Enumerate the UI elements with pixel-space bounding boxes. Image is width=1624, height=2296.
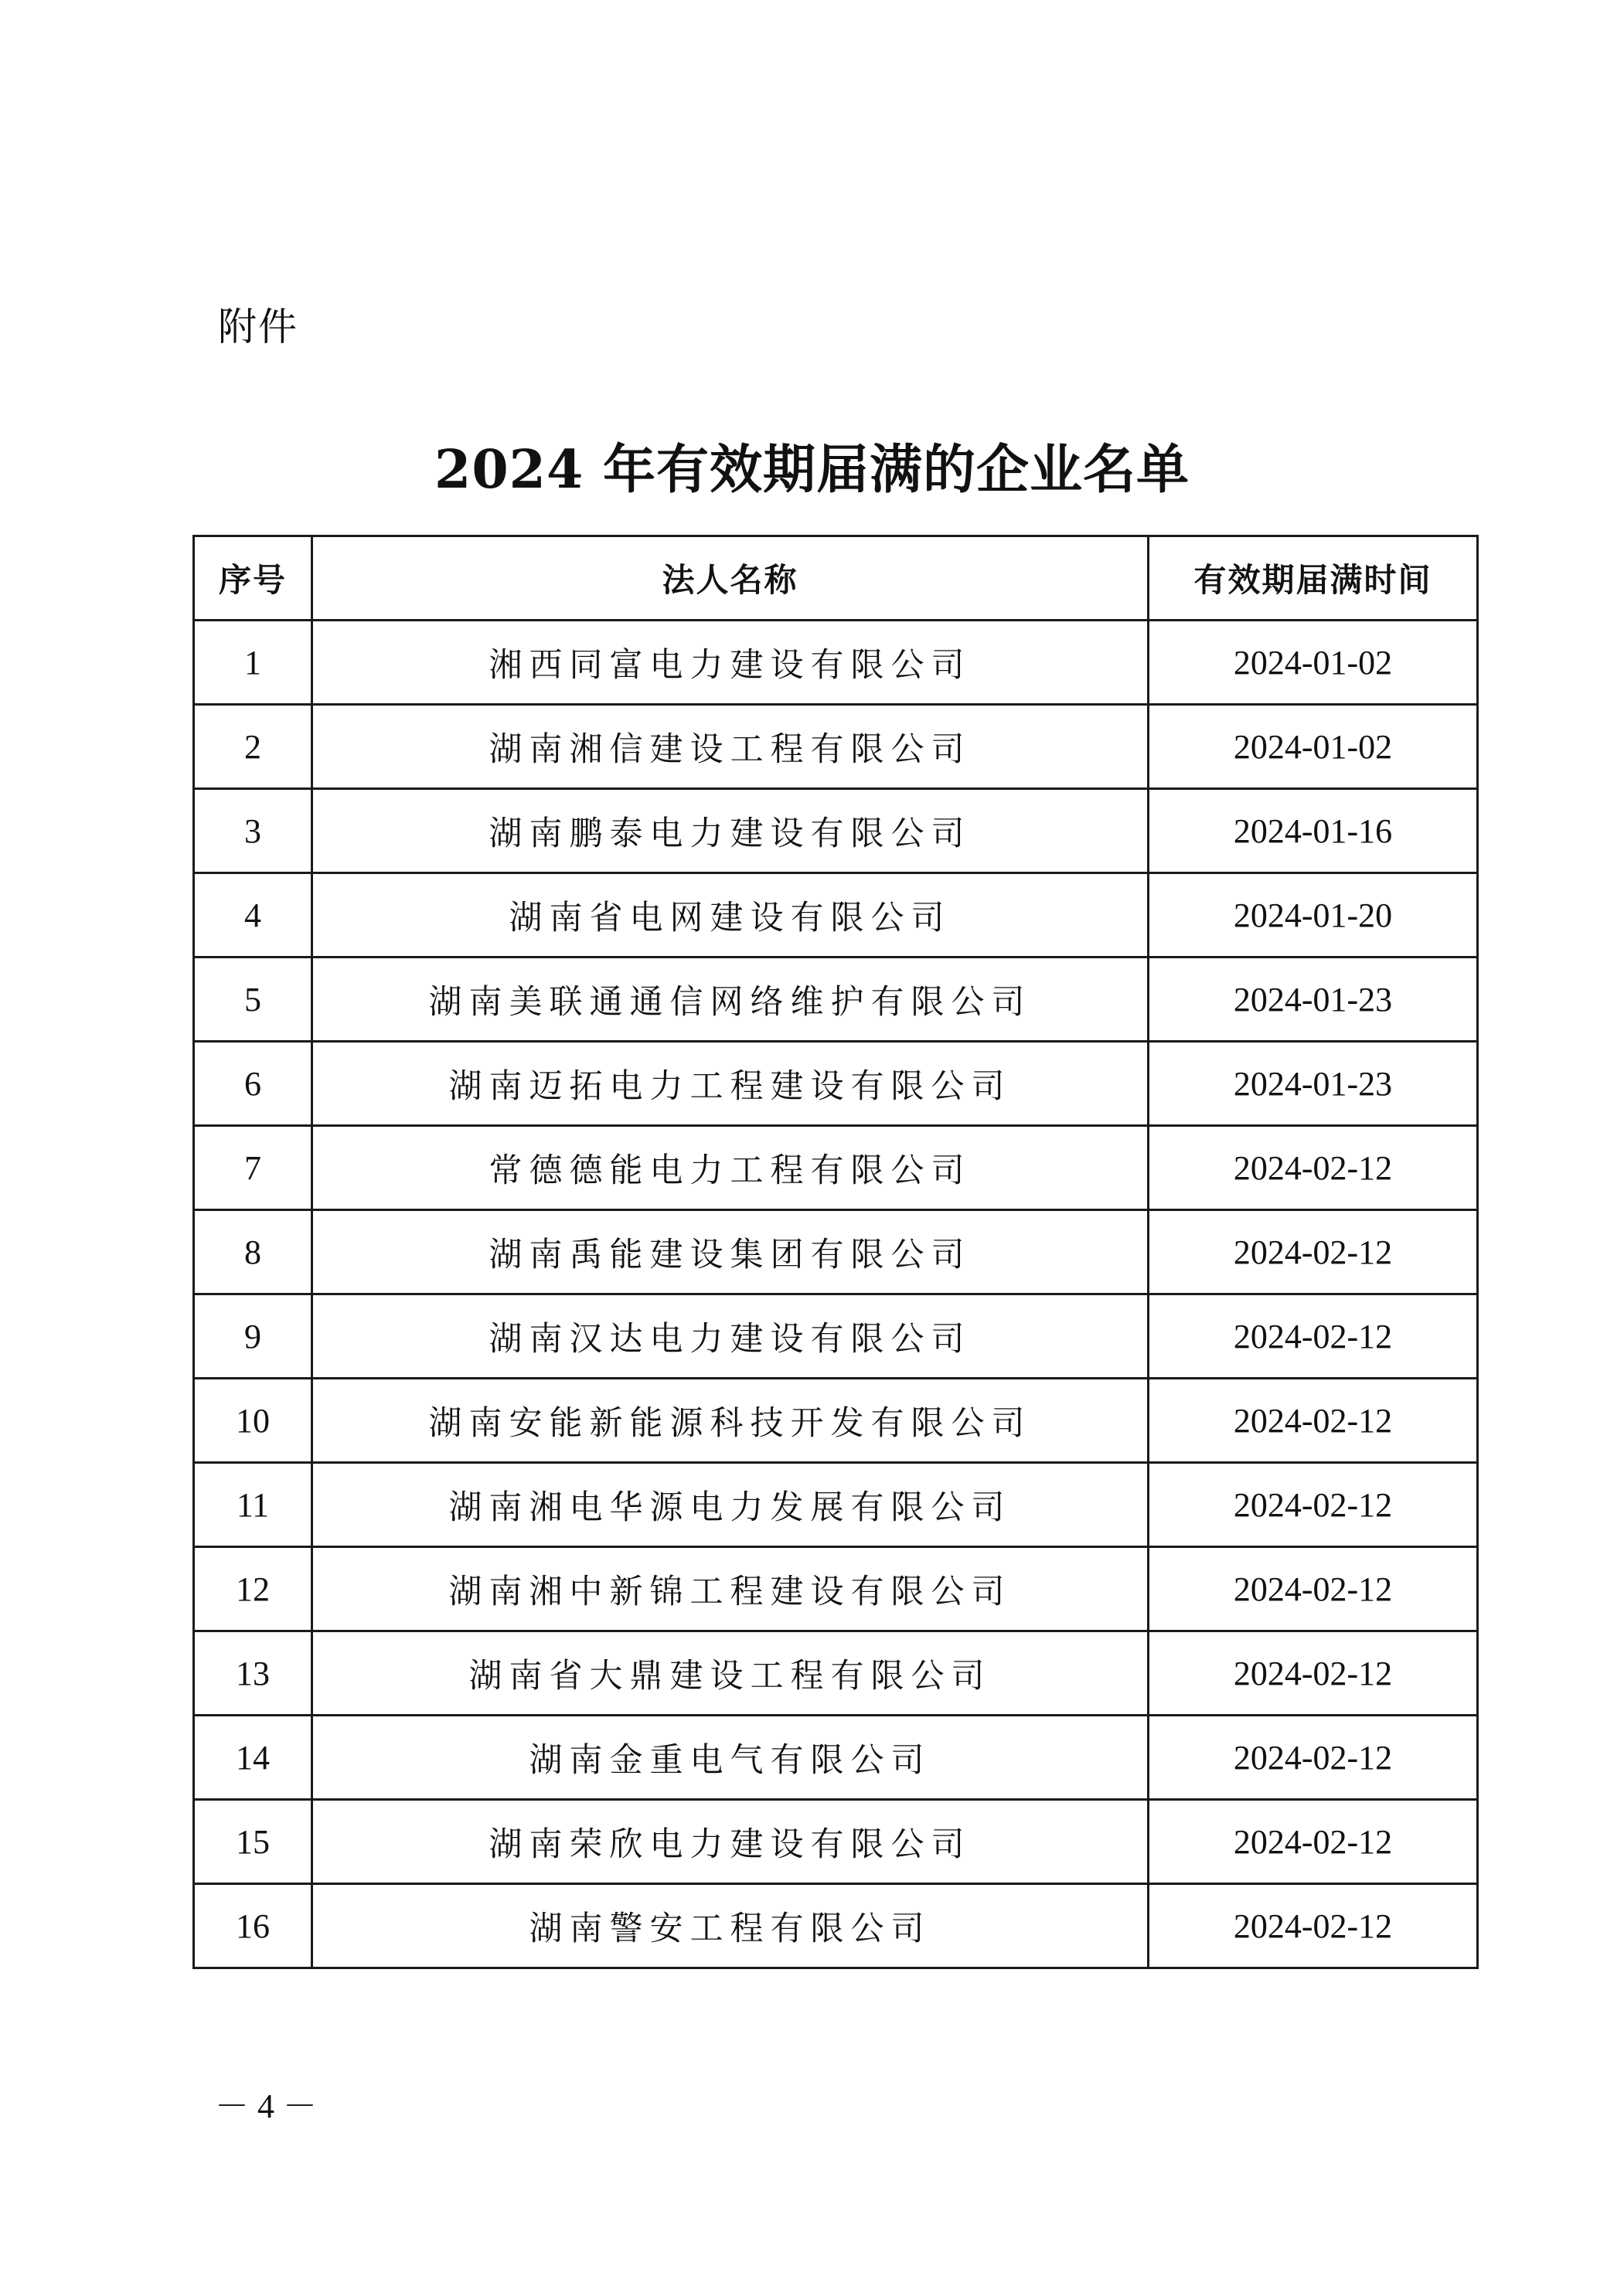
company-name: 湖南省大鼎建设工程有限公司 xyxy=(312,1631,1149,1716)
table-row xyxy=(194,705,1478,789)
expiry-date: 2024-01-23 xyxy=(1149,958,1478,1042)
expiry-date: 2024-01-02 xyxy=(1149,705,1478,789)
company-name: 湖南汉达电力建设有限公司 xyxy=(312,1294,1149,1379)
header-expiry-date: 有效期届满时间 xyxy=(1149,536,1478,621)
row-number: 1 xyxy=(194,621,312,705)
table-row xyxy=(194,621,1478,705)
header-legal-entity-name: 法人名称 xyxy=(312,536,1149,621)
row-number: 13 xyxy=(194,1631,312,1716)
table-row xyxy=(194,1463,1478,1547)
expiry-date: 2024-02-12 xyxy=(1149,1379,1478,1463)
expiry-date: 2024-02-12 xyxy=(1149,1126,1478,1210)
company-name: 湖南安能新能源科技开发有限公司 xyxy=(312,1379,1149,1463)
row-number: 10 xyxy=(194,1379,312,1463)
row-number: 9 xyxy=(194,1294,312,1379)
table-row xyxy=(194,1716,1478,1800)
company-name: 湖南省电网建设有限公司 xyxy=(312,873,1149,958)
table-row xyxy=(194,789,1478,873)
expiry-date: 2024-01-16 xyxy=(1149,789,1478,873)
header-serial-number: 序号 xyxy=(194,536,312,621)
expiry-date: 2024-02-12 xyxy=(1149,1631,1478,1716)
table-row xyxy=(194,958,1478,1042)
company-name: 湖南警安工程有限公司 xyxy=(312,1884,1149,1968)
table-row xyxy=(194,1631,1478,1716)
company-name: 湖南金重电气有限公司 xyxy=(312,1716,1149,1800)
expiry-date: 2024-01-20 xyxy=(1149,873,1478,958)
document-title: 2024 年有效期届满的企业名单 xyxy=(434,439,1190,501)
expiry-date: 2024-02-12 xyxy=(1149,1210,1478,1294)
row-number: 6 xyxy=(194,1042,312,1126)
row-number: 8 xyxy=(194,1210,312,1294)
company-name: 湘西同富电力建设有限公司 xyxy=(312,621,1149,705)
table-row xyxy=(194,1379,1478,1463)
table-row xyxy=(194,1547,1478,1631)
row-number: 7 xyxy=(194,1126,312,1210)
company-name: 湖南湘电华源电力发展有限公司 xyxy=(312,1463,1149,1547)
row-number: 5 xyxy=(194,958,312,1042)
row-number: 4 xyxy=(194,873,312,958)
page-number: － 4 － xyxy=(215,2087,317,2125)
table-row xyxy=(194,1126,1478,1210)
company-name: 湖南迈拓电力工程建设有限公司 xyxy=(312,1042,1149,1126)
expiry-date: 2024-02-12 xyxy=(1149,1800,1478,1884)
row-number: 15 xyxy=(194,1800,312,1884)
row-number: 3 xyxy=(194,789,312,873)
table-row xyxy=(194,1042,1478,1126)
company-name: 湖南湘中新锦工程建设有限公司 xyxy=(312,1547,1149,1631)
table-row xyxy=(194,1884,1478,1968)
table-header-row xyxy=(194,536,1478,621)
expiry-date: 2024-02-12 xyxy=(1149,1884,1478,1968)
company-name: 湖南鹏泰电力建设有限公司 xyxy=(312,789,1149,873)
table-row xyxy=(194,1800,1478,1884)
company-name: 湖南湘信建设工程有限公司 xyxy=(312,705,1149,789)
expiry-date: 2024-02-12 xyxy=(1149,1716,1478,1800)
expiry-date: 2024-01-23 xyxy=(1149,1042,1478,1126)
row-number: 12 xyxy=(194,1547,312,1631)
company-name: 常德德能电力工程有限公司 xyxy=(312,1126,1149,1210)
expiry-date: 2024-02-12 xyxy=(1149,1547,1478,1631)
company-list-table xyxy=(192,535,1479,1969)
expiry-date: 2024-01-02 xyxy=(1149,621,1478,705)
table-row xyxy=(194,873,1478,958)
table-row xyxy=(194,1210,1478,1294)
row-number: 16 xyxy=(194,1884,312,1968)
expiry-date: 2024-02-12 xyxy=(1149,1463,1478,1547)
table-row xyxy=(194,1294,1478,1379)
company-name: 湖南禹能建设集团有限公司 xyxy=(312,1210,1149,1294)
company-name: 湖南美联通通信网络维护有限公司 xyxy=(312,958,1149,1042)
company-name: 湖南荣欣电力建设有限公司 xyxy=(312,1800,1149,1884)
row-number: 2 xyxy=(194,705,312,789)
row-number: 11 xyxy=(194,1463,312,1547)
expiry-date: 2024-02-12 xyxy=(1149,1294,1478,1379)
row-number: 14 xyxy=(194,1716,312,1800)
attachment-label: 附件 xyxy=(218,304,298,349)
